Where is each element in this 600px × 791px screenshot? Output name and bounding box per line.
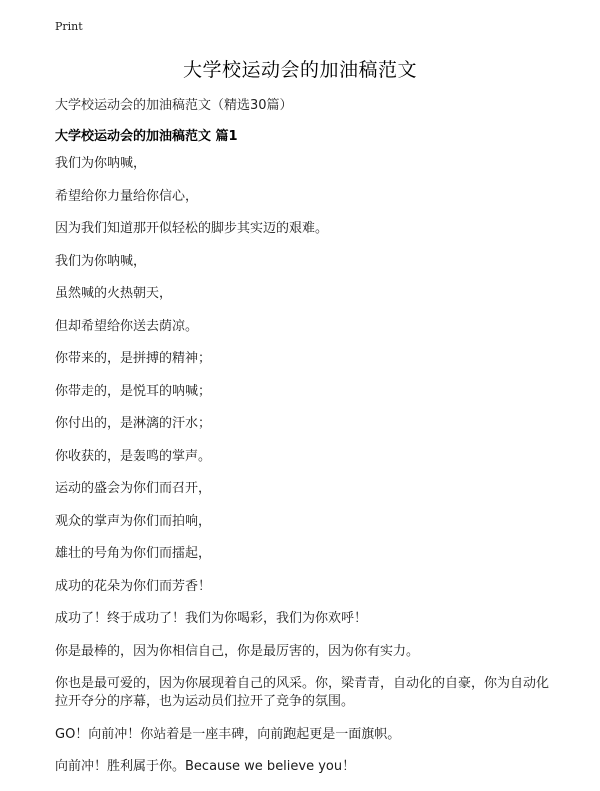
text-line: 但却希望给你送去荫凉。: [55, 318, 199, 334]
text-line: 你带走的，是悦耳的呐喊；: [55, 383, 212, 399]
section-heading: 大学校运动会的加油稿范文 篇1: [55, 129, 238, 144]
text-line: 运动的盛会为你们而召开，: [55, 481, 212, 496]
text-line: 你是最棒的，因为你相信自己，你是最厉害的，因为你有实力。: [55, 643, 420, 659]
text-line: 你付出的，是淋漓的汗水；: [55, 416, 212, 431]
text-line: 观众的掌声为你们而拍响，: [55, 513, 212, 529]
text-line: 因为我们知道那开似轻松的脚步其实迈的艰难。: [55, 221, 329, 236]
document-subtitle: 大学校运动会的加油稿范文（精选30篇）: [55, 98, 293, 113]
text-line: 成功了！终于成功了！我们为你喝彩，我们为你欢呼！: [55, 611, 368, 626]
text-line: 向前冲！胜利属于你。Because we believe you！: [55, 759, 356, 774]
text-line: 成功的花朵为你们而芳香！: [55, 578, 212, 594]
text-line: 希望给你力量给你信心，: [55, 188, 199, 204]
text-line: 我们为你呐喊，: [55, 253, 147, 269]
print-label: Print: [55, 20, 83, 33]
document-title: 大学校运动会的加油稿范文: [182, 59, 417, 81]
poem-body: [55, 155, 555, 791]
text-line: 雄壮的号角为你们而擂起，: [55, 546, 212, 561]
text-line: 虽然喊的火热朝天，: [55, 286, 173, 301]
text-line: 我们为你呐喊，: [55, 156, 147, 171]
text-line: 你收获的，是轰鸣的掌声。: [55, 448, 212, 464]
text-line: 你带来的，是拼搏的精神；: [55, 351, 212, 366]
text-line: GO！向前冲！你站着是一座丰碑，向前跑起更是一面旗帜。: [55, 726, 401, 742]
text-line: 你也是最可爱的，因为你展现着自己的风采。你，梁青青，自动化的自豪，你为自动化拉开夺分的序幕，也为运动员们拉开了竞争的氛围。: [55, 676, 550, 709]
